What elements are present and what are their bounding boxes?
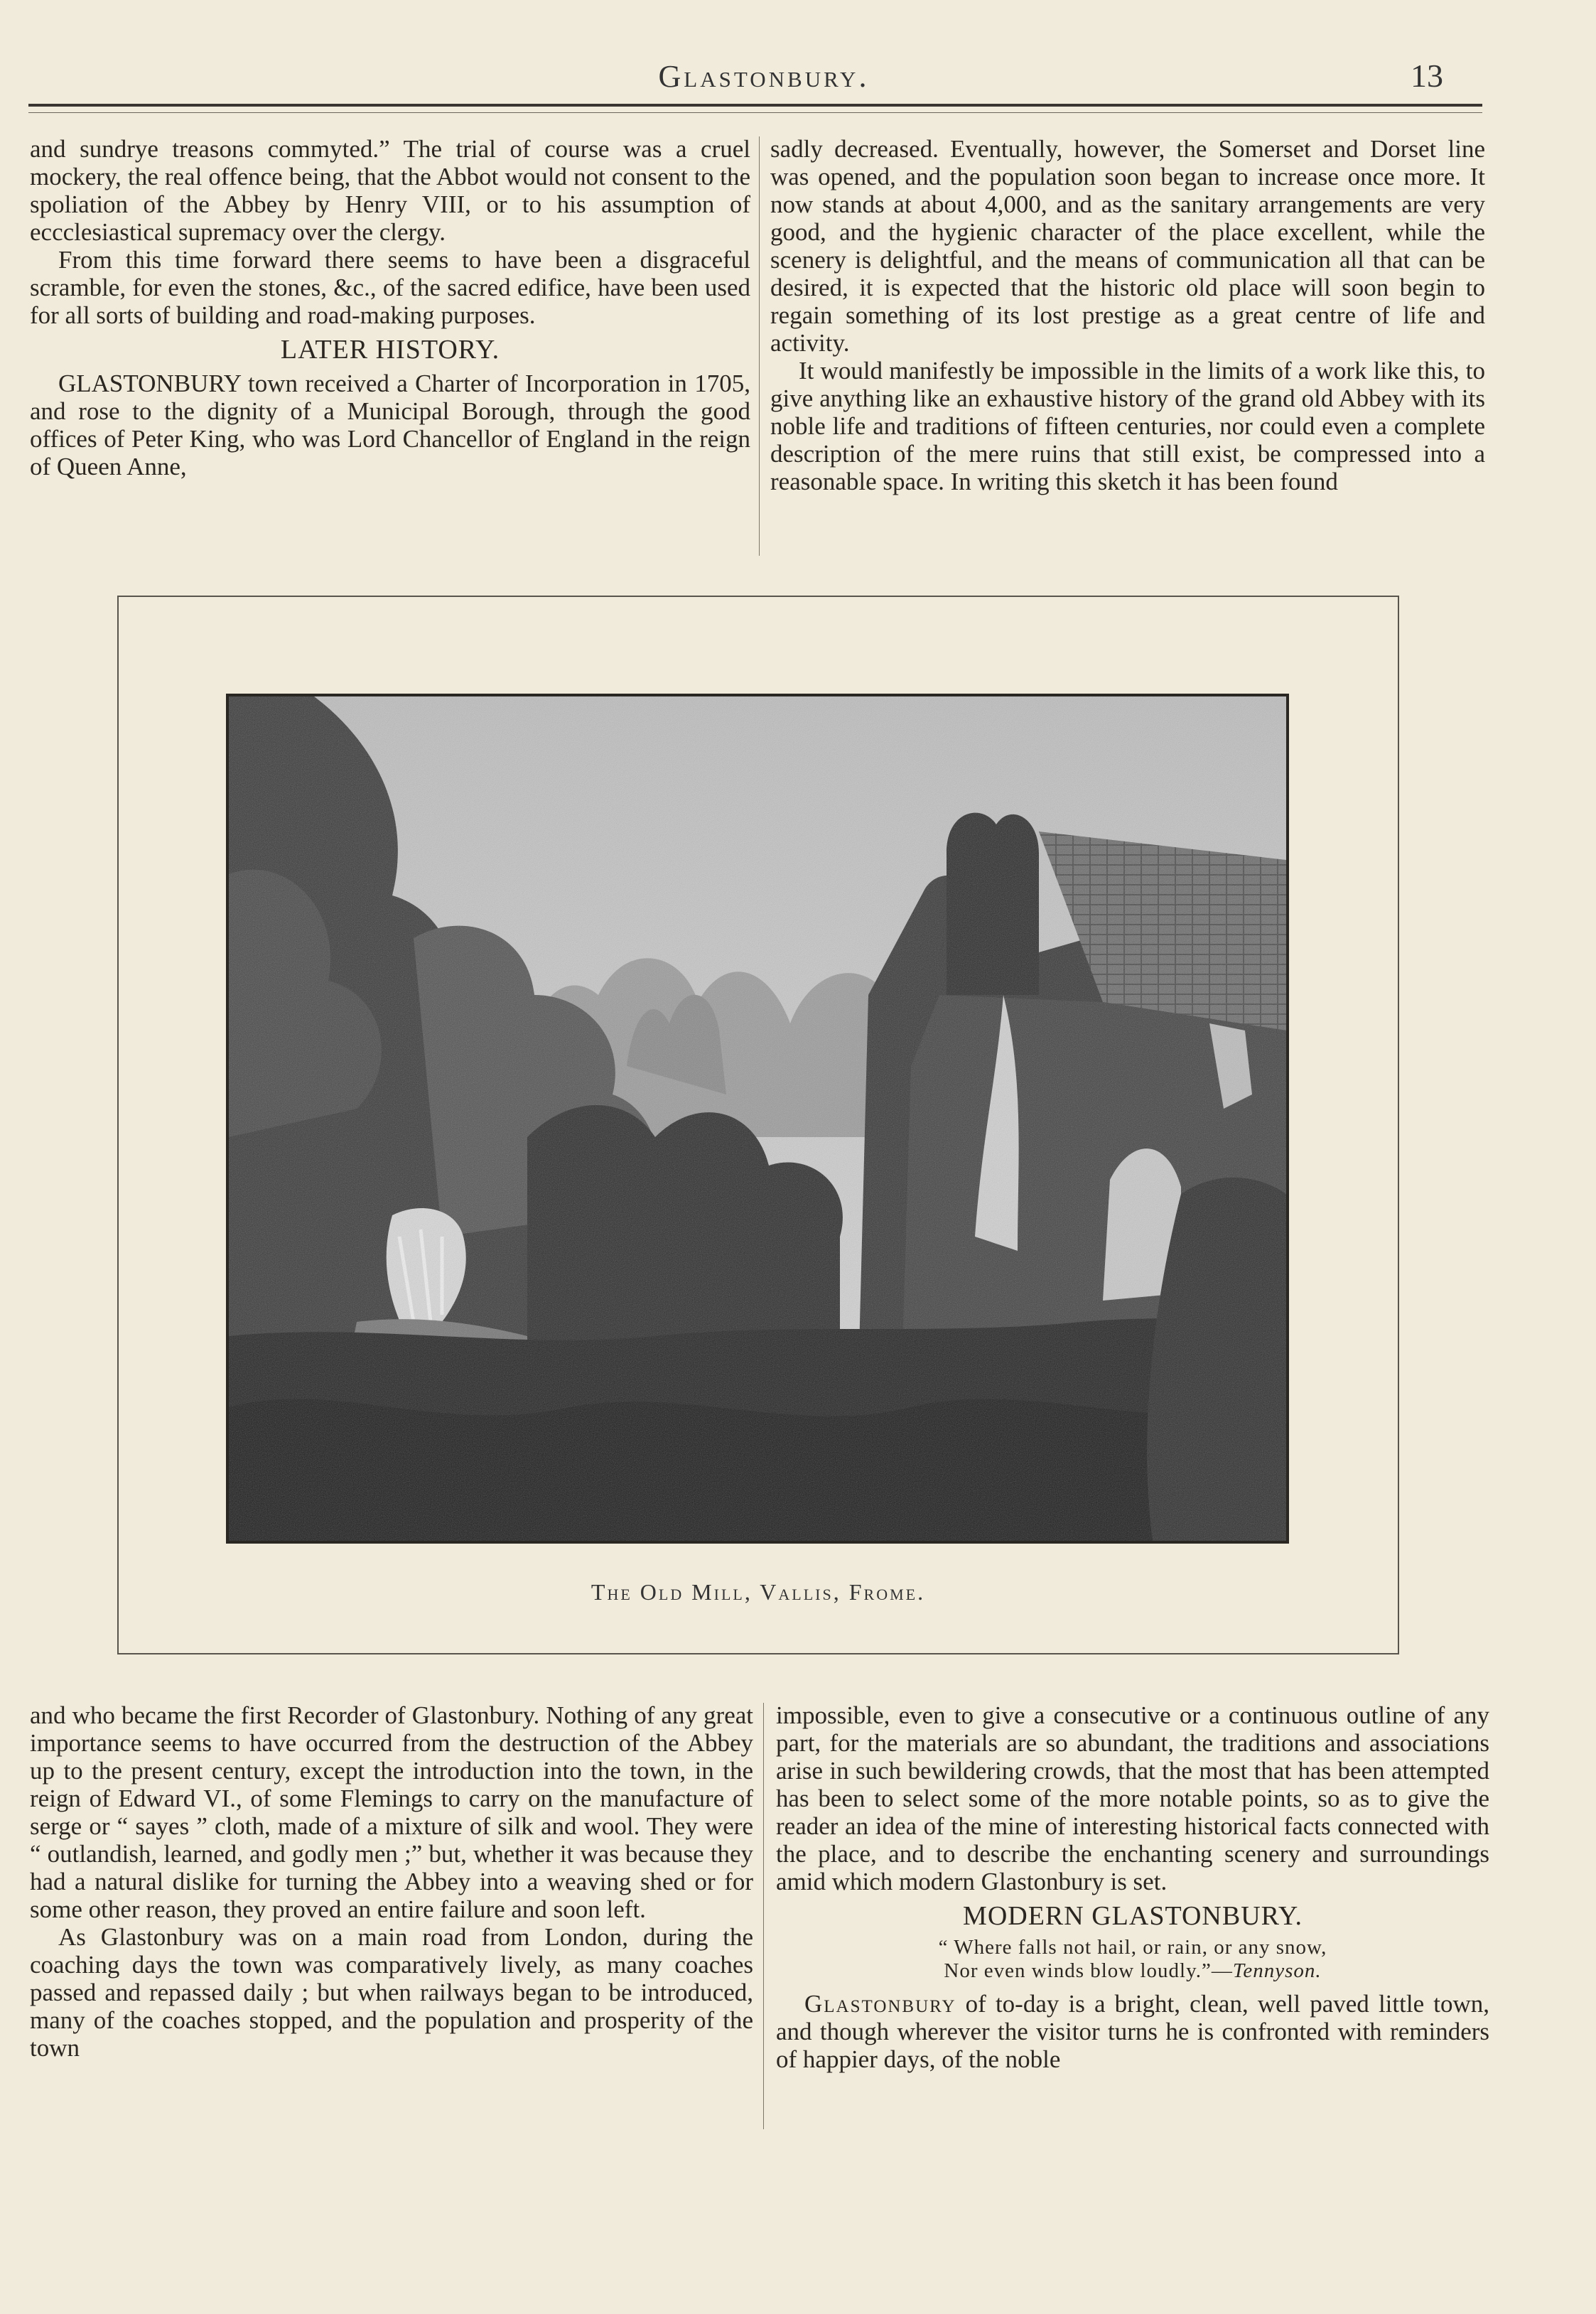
epigraph-text: Nor even winds blow loudly.”— (944, 1959, 1233, 1982)
epigraph-line: “ Where falls not hail, or rain, or any snow, (938, 1936, 1327, 1959)
paragraph (776, 1990, 1489, 2073)
paragraph: GLASTONBURY town received a Charter of Incorporation in 1705, and rose to the dignity of a Municipal Borough, through the good offices of Peter King, who was Lord Chancellor of England in the reign of Queen Anne, (30, 370, 750, 480)
paragraph: From this time forward there seems to have been a disgraceful scramble, for even the stones, &c., of the sacred edifice, have been used for all sorts of building and road-making purposes. (30, 246, 750, 329)
epigraph-line (776, 1959, 1489, 1983)
epigraph-author: Tennyson. (1232, 1959, 1322, 1982)
header-rule (28, 104, 1482, 107)
column-divider (763, 1703, 764, 2129)
paragraph: impossible, even to give a consecutive or a continuous outline of any part, for the materials are so abundant, the traditions and associations arise in such bewildering crowds, that the most that has been attempted has been to select some of the more notable points, so as to give the reader an idea of the mine of interesting historical facts connected with the place, and to describe the enchanting scenery and surroundings amid which modern Glastonbury is set. (776, 1701, 1489, 1895)
paragraph: It would manifestly be impossible in the limits of a work like this, to give anything like an exhaustive history of the grand old Abbey with its noble life and traditions of fifteen centuries, nor could even a complete description of the mere ruins that still exist, be compressed into a reasonable space. In writing this sketch it has been found (770, 357, 1485, 495)
paragraph: and who became the first Recorder of Glastonbury. Nothing of any great importance seems to have occurred from the destruction of the Abbey up to the present century, except the introduction into the town, in the reign of Edward VI., of some Flemings to carry on the manufacture of serge or “ sayes ” cloth, made of a mixture of silk and wool. They were “ outlandish, learned, and godly men ;” but, whether it was because they had a natural dislike for turning the Abbey into a weaving shed or for some other reason, they proved an entire failure and soon left. (30, 1701, 753, 1923)
paragraph: sadly decreased. Eventually, however, the Somerset and Dorset line was opened, and the population soon began to increase once more. It now stands at about 4,000, and as the sanitary arrangements are very good, and the hygienic character of the place excellent, while the scenery is delightful, and the means of communication all that can be desired, it is expected that the historic old place will soon begin to regain something of its lost prestige as a great centre of life and activity. (770, 135, 1485, 357)
photo-illustration (229, 696, 1286, 1541)
paragraph: and sundrye treasons commyted.” The trial of course was a cruel mockery, the real offence being, that the Abbot would not consent to the spoliation of the Abbey by Henry VIII, or to his assumption of eccclesiastical supremacy over the clergy. (30, 135, 750, 246)
lead-word: Glastonbury (804, 1990, 956, 2018)
bottom-right-column (776, 1701, 1489, 2073)
paragraph: As Glastonbury was on a main road from London, during the coaching days the town was comparatively lively, as many coaches passed and repassed daily ; but when railways began to be introduced, many of the coaches stopped, and the population and prosperity of the town (30, 1923, 753, 2062)
bottom-left-column (30, 1701, 753, 2062)
section-heading-modern-glastonbury: MODERN GLASTONBURY. (963, 1901, 1303, 1931)
column-divider (759, 136, 760, 556)
header-rule-thin (28, 112, 1482, 113)
running-title: Glastonbury. (658, 59, 870, 94)
section-heading-later-history: LATER HISTORY. (280, 335, 500, 365)
old-mill-photograph (226, 694, 1289, 1544)
top-left-column (30, 135, 750, 480)
paragraph-text: of to-day is a bright, clean, well paved little town, and though wherever the visitor turns he is confronted with reminders of happier days, of the noble (776, 1990, 1489, 2073)
figure-caption: The Old Mill, Vallis, Frome. (591, 1579, 926, 1605)
epigraph (776, 1936, 1489, 1983)
page-number: 13 (1411, 58, 1443, 94)
top-right-column (770, 135, 1485, 495)
